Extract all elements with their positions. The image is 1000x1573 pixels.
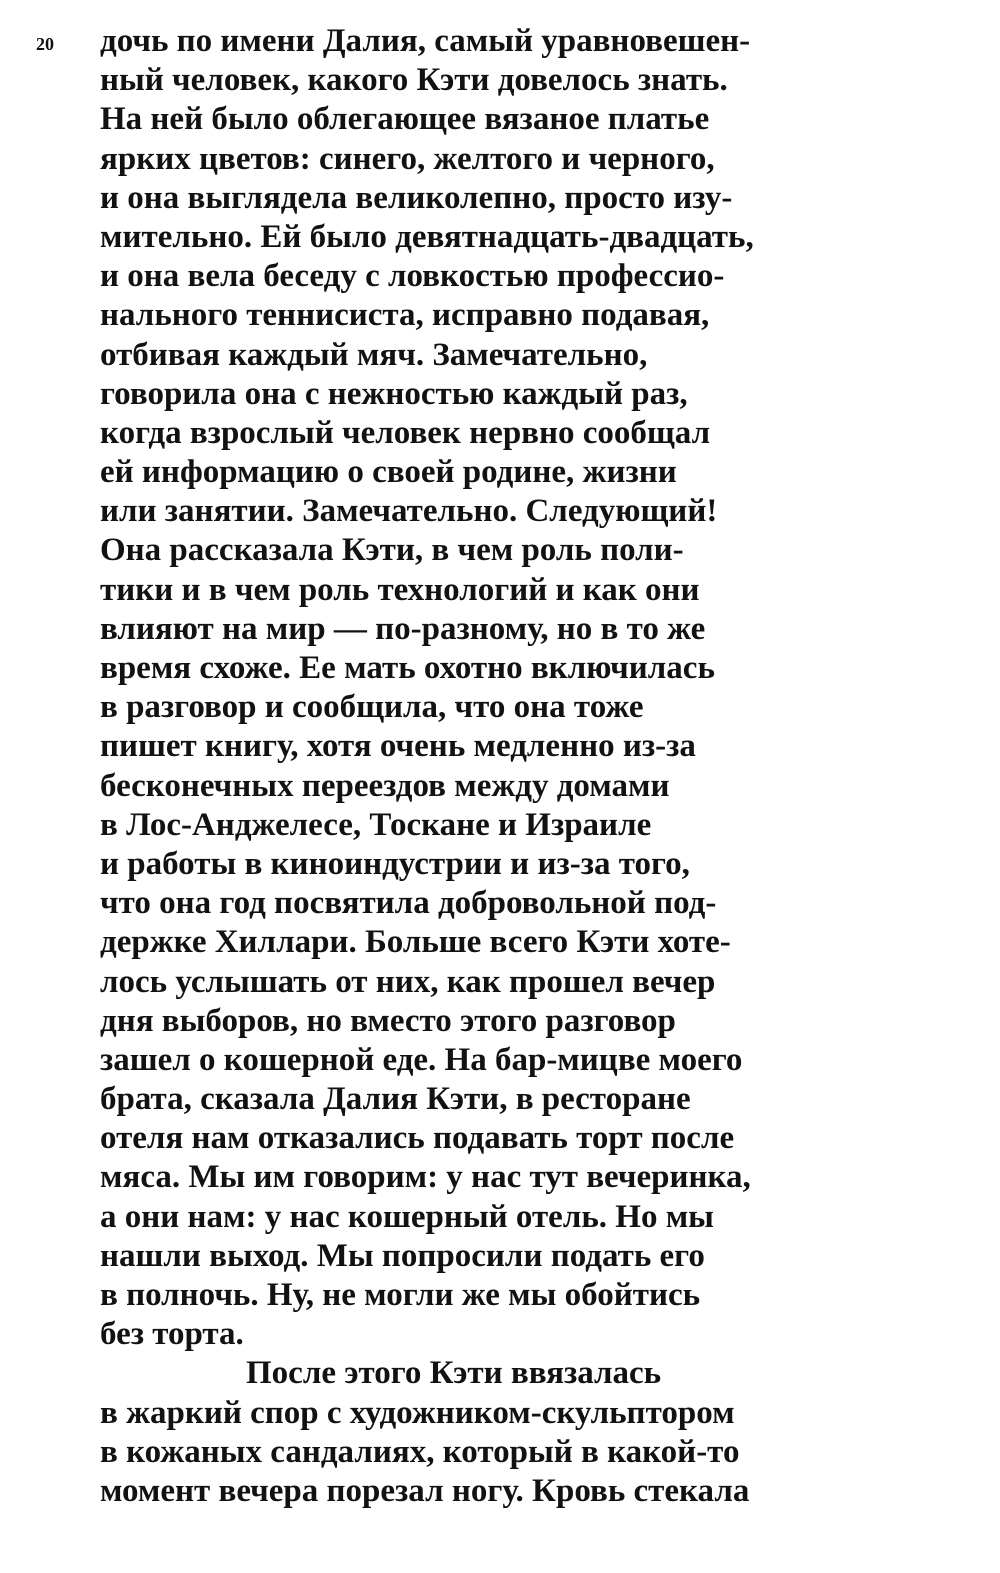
text-line: ный человек, какого Кэти довелось знать. — [100, 62, 728, 99]
text-line: дочь по имени Далия, самый уравновешен- — [100, 23, 751, 59]
text-line: тики и в чем роль технологий и как они — [100, 571, 700, 608]
text-line: в жаркий спор с художником-скульптором — [100, 1394, 735, 1431]
text-line: зашел о кошерной еде. На бар-мицве моего — [100, 1041, 743, 1078]
text-line: без торта. — [100, 1316, 244, 1353]
text-line: нашли выход. Мы попросили подать его — [100, 1237, 705, 1274]
text-line: Она рассказала Кэти, в чем роль поли- — [100, 532, 684, 569]
text-line: нального теннисиста, исправно подавая, — [100, 297, 710, 334]
text-line: влияют на мир — по-разному, но в то же — [100, 610, 706, 647]
text-line: в Лос-Анджелесе, Тоскане и Израиле — [100, 806, 652, 843]
text-line: держке Хиллари. Больше всего Кэти хоте- — [100, 924, 731, 961]
text-line: и работы в киноиндустрии и из-за того, — [100, 845, 690, 882]
text-line: мяса. Мы им говорим: у нас тут вечеринка, — [100, 1159, 751, 1196]
text-line: момент вечера порезал ногу. Кровь стекала — [100, 1472, 750, 1509]
text-line: дня выборов, но вместо этого разговор — [100, 1002, 676, 1039]
text-line: в кожаных сандалиях, который в какой-то — [100, 1433, 740, 1470]
text-line: отеля нам отказались подавать торт после — [100, 1120, 735, 1157]
text-line: бесконечных переездов между домами — [100, 767, 670, 804]
body-text — [100, 22, 754, 1511]
text-line: говорила она с нежностью каждый раз, — [100, 375, 688, 412]
page-number: 20 — [36, 34, 54, 54]
text-line: в полночь. Ну, не могли же мы обойтись — [100, 1277, 701, 1313]
text-line: и она вела беседу с ловкостью профессио- — [100, 258, 725, 295]
text-line: что она год посвятила добровольной под- — [100, 885, 717, 922]
text-line: или занятии. Замечательно. Следующий! — [100, 493, 718, 530]
text-line: После этого Кэти ввязалась — [246, 1355, 662, 1392]
text-line: в разговор и сообщила, что она тоже — [100, 689, 644, 726]
text-line: ярких цветов: синего, желтого и черного, — [100, 140, 715, 177]
text-line: отбивая каждый мяч. Замечательно, — [100, 336, 648, 373]
text-line: лось услышать от них, как прошел вечер — [100, 963, 716, 1000]
text-line: мительно. Ей было девятнадцать-двадцать, — [100, 218, 754, 255]
text-line: ей информацию о своей родине, жизни — [100, 454, 677, 491]
text-line: пишет книгу, хотя очень медленно из-за — [100, 728, 696, 765]
text-line: время схоже. Ее мать охотно включилась — [100, 650, 715, 686]
text-line: На ней было облегающее вязаное платье — [100, 101, 710, 138]
text-line: и она выглядела великолепно, просто изу- — [100, 179, 733, 216]
text-line: когда взрослый человек нервно сообщал — [100, 414, 711, 451]
text-line: а они нам: у нас кошерный отель. Но мы — [100, 1198, 714, 1235]
text-line: брата, сказала Далия Кэти, в ресторане — [100, 1081, 691, 1118]
